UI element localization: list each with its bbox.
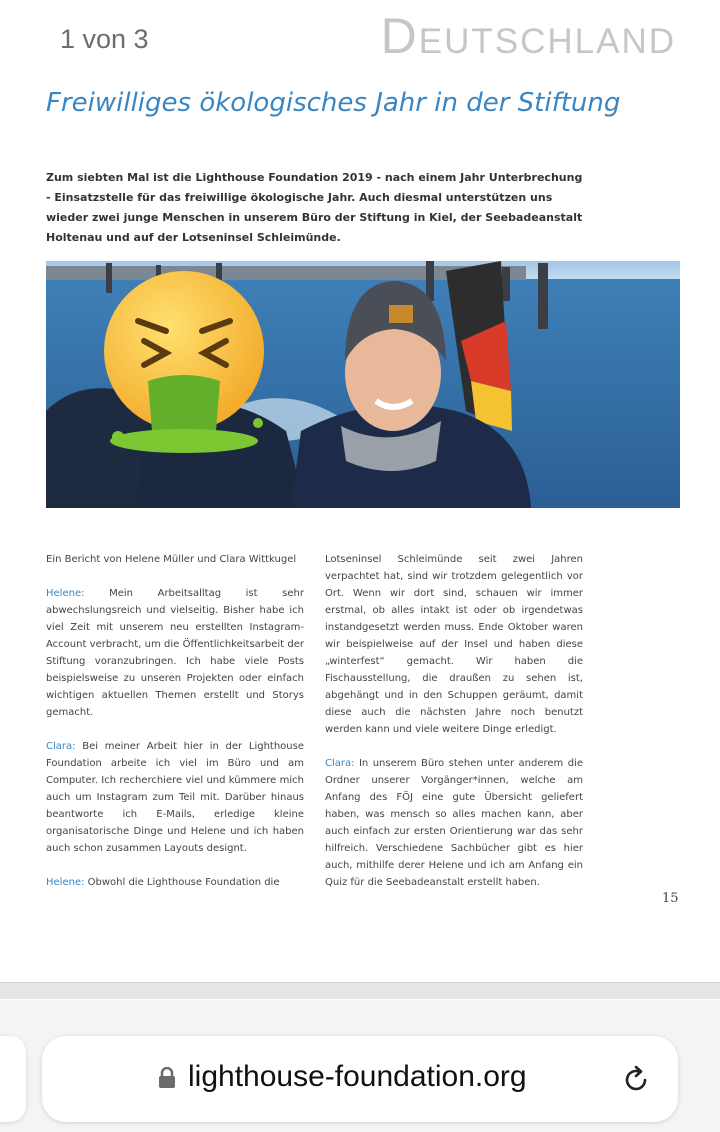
speaker-label: Helene:	[46, 877, 85, 888]
page-bottom-edge	[0, 982, 720, 999]
paragraph-text: Mein Arbeitsalltag ist sehr abwechslungsreich und vielseitig. Bisher habe ich viel Zeit mit unserem neu erstellten Instagram-Account verbracht, um die Öffentlichkeitsarbeit der Stiftung voranzubringen. Ich habe viele Posts beispielsweise zu unseren Projekten oder einfach wichtigen aktuellen Themen erstellt und Storys gemacht.	[46, 588, 304, 718]
paragraph	[46, 738, 304, 857]
lock-icon	[158, 1067, 176, 1089]
paragraph	[325, 551, 583, 738]
article-column-left	[46, 551, 304, 908]
article-photo	[46, 261, 680, 508]
paragraph-text: Obwohl die Lighthouse Foundation die	[84, 877, 280, 888]
paragraph	[46, 585, 304, 721]
paragraph-text: Bei meiner Arbeit hier in der Lighthouse Foundation arbeite ich viel im Büro und am Computer. Ich recherchiere viel und kümmere mich auch um Instagram zum Teil mit. Darüber hinaus beantworte ich E-Mails, erledige kleine organisatorische Dinge und Helene und ich haben auch schon zusammen Layouts designt.	[46, 741, 304, 854]
previous-tab-card[interactable]	[0, 1036, 26, 1122]
reload-icon[interactable]	[620, 1064, 652, 1096]
paragraph	[325, 755, 583, 891]
page-number: 15	[662, 891, 679, 906]
byline: Ein Bericht von Helene Müller und Clara Wittkugel	[46, 554, 297, 565]
speaker-label: Helene:	[46, 588, 85, 599]
speaker-label: Clara:	[46, 741, 76, 752]
article-title: Freiwilliges ökologisches Jahr in der Stiftung	[46, 88, 621, 118]
page-counter: 1 von 3	[60, 24, 149, 54]
article-column-right	[325, 551, 583, 908]
lead-paragraph: Zum siebten Mal ist die Lighthouse Foundation 2019 - nach einem Jahr Unterbrechung - Einsatzstelle für das freiwillige ökologische Jahr. Auch diesmal unterstützen uns wieder zwei junge Menschen in unserem Büro der Stiftung in Kiel, der Seebadeanstalt Holtenau und auf der Lotseninsel Schleimünde.	[46, 171, 583, 244]
address-bar[interactable]	[42, 1036, 678, 1122]
paragraph	[46, 874, 304, 891]
url-text[interactable]: lighthouse-foundation.org	[188, 1060, 527, 1093]
section-header: Deutschland	[380, 8, 676, 64]
paragraph-text: Lotseninsel Schleimünde seit zwei Jahren verpachtet hat, sind wir trotzdem gelegentlich vor Ort. Wenn wir dort sind, schauen wir immer erstmal, ob alles intakt ist oder ob irgendetwas instandgesetzt werden muss. Ende Oktober waren wir beispielweise auf der Insel und haben diese „winterfest“ gemacht. Wir haben die Fischausstellung, die draußen zu sehen ist, abgehängt und in den Schuppen geräumt, damit diese auch die nächsten Jahre noch benutzt werden kann und viele weitere Dinge erledigt.	[325, 554, 583, 735]
paragraph-text: In unserem Büro stehen unter anderem die Ordner unserer Vorgänger*innen, welche am Anfang des FÖJ eine gute Übersicht geliefert haben, was mensch so alles machen kann, aber auch einfach zur ersten Orientierung war das sehr hilfreich. Verschiedene Sachbücher gibt es hier auch, mithilfe derer Helene und ich am Anfang ein Quiz für die Seebadeanstalt erstellt haben.	[325, 758, 583, 888]
speaker-label: Clara:	[325, 758, 355, 769]
